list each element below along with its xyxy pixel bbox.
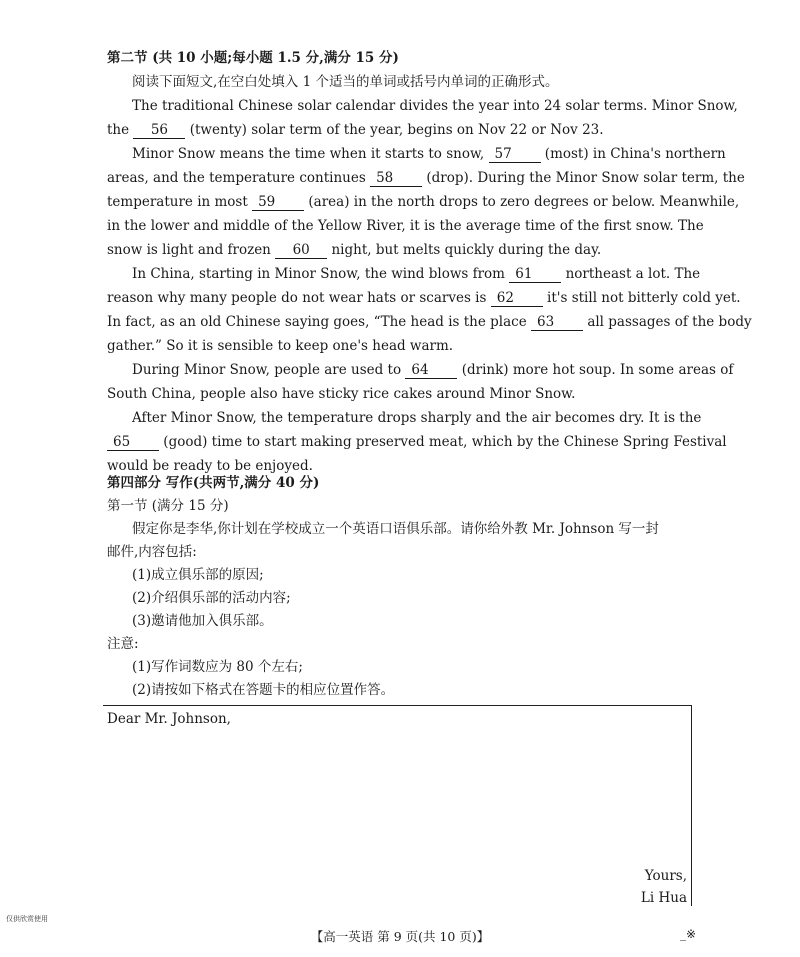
passage-line: the 56 (twenty) solar term of the year, begins on Nov 22 or Nov 23. — [107, 122, 604, 138]
writing-prompt: 假定你是李华,你计划在学校成立一个英语口语俱乐部。请你给外教 Mr. Johnson 写一封 — [132, 521, 659, 537]
passage-line: areas, and the temperature continues 58 (drop). During the Minor Snow solar term, the — [107, 170, 745, 186]
section-two-instruction: 阅读下面短文,在空白处填入 1 个适当的单词或括号内单词的正确形式。 — [132, 74, 559, 90]
passage-line: In China, starting in Minor Snow, the wind blows from 61 northeast a lot. The — [132, 266, 701, 282]
prompt-item: (1)成立俱乐部的原因; — [132, 567, 264, 583]
section-two-heading: 第二节 (共 10 小题;每小题 1.5 分,满分 15 分) — [107, 50, 399, 66]
note-item: (2)请按如下格式在答题卡的相应位置作答。 — [132, 682, 395, 698]
passage-line: gather.” So it is sensible to keep one's head warm. — [107, 338, 454, 354]
blank-65: 65 — [107, 434, 159, 451]
section-one-heading: 第一节 (满分 15 分) — [107, 498, 229, 514]
page-footer: 【高一英语 第 9 页(共 10 页)】 — [310, 929, 490, 944]
blank-60: 60 — [275, 242, 327, 259]
letter-signature: Li Hua — [640, 890, 687, 906]
passage-line: reason why many people do not wear hats or scarves is 62 it's still not bitterly cold yet. — [107, 290, 741, 306]
passage-line: would be ready to be enjoyed. — [107, 458, 313, 474]
part-four-heading: 第四部分 写作(共两节,满分 40 分) — [107, 475, 320, 491]
blank-63: 63 — [531, 314, 583, 331]
notes-label: 注意: — [107, 636, 139, 652]
passage-line: After Minor Snow, the temperature drops sharply and the air becomes dry. It is the — [132, 410, 702, 426]
blank-64: 64 — [405, 362, 457, 379]
passage-line: South China, people also have sticky rice cakes around Minor Snow. — [107, 386, 576, 402]
blank-59: 59 — [252, 194, 304, 211]
side-note: 仅供欣赏使用 — [6, 915, 48, 923]
passage-line: in the lower and middle of the Yellow River, it is the average time of the first snow. The — [107, 218, 704, 234]
passage-line: The traditional Chinese solar calendar divides the year into 24 solar terms. Minor Snow, — [132, 98, 738, 114]
passage-line: 65 (good) time to start making preserved meat, which by the Chinese Spring Festival — [107, 430, 695, 454]
letter-answer-box — [103, 705, 692, 906]
passage-line: In fact, as an old Chinese saying goes, “The head is the place 63 all passages of the body — [107, 314, 752, 330]
footer-mark: _※ — [680, 927, 697, 941]
blank-57: 57 — [489, 146, 541, 163]
writing-prompt: 邮件,内容包括: — [107, 544, 197, 560]
blank-58: 58 — [370, 170, 422, 187]
prompt-item: (3)邀请他加入俱乐部。 — [132, 613, 273, 629]
blank-56: 56 — [133, 122, 185, 139]
blank-61: 61 — [509, 266, 561, 283]
passage-line: Minor Snow means the time when it starts to snow, 57 (most) in China's northern — [132, 146, 726, 162]
note-item: (1)写作词数应为 80 个左右; — [132, 659, 303, 675]
blank-62: 62 — [491, 290, 543, 307]
letter-salutation: Dear Mr. Johnson, — [107, 711, 231, 727]
prompt-item: (2)介绍俱乐部的活动内容; — [132, 590, 291, 606]
passage-line: snow is light and frozen 60 night, but melts quickly during the day. — [107, 242, 602, 258]
letter-closing: Yours, — [644, 868, 687, 884]
passage-line: During Minor Snow, people are used to 64 (drink) more hot soup. In some areas of — [132, 362, 734, 378]
passage-line: temperature in most 59 (area) in the north drops to zero degrees or below. Meanwhile, — [107, 194, 740, 210]
